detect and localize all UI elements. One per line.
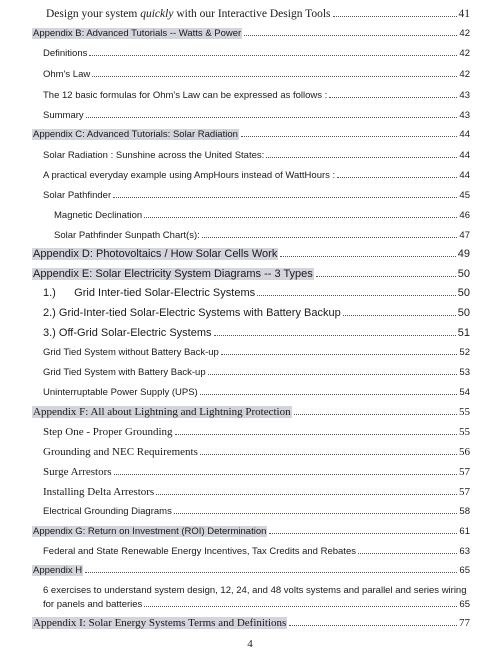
leader-dots	[175, 434, 457, 435]
toc-entry-title: Grid Tied System with Battery Back-up	[43, 367, 206, 378]
toc-appendix-heading	[0, 268, 500, 280]
toc-entry-page: 54	[459, 387, 470, 398]
toc-entry	[0, 307, 500, 319]
toc-entry-title: The 12 basic formulas for Ohm's Law can be expressed as follows :	[43, 90, 328, 101]
toc-entry-title: Appendix I: Solar Energy Systems Terms and Definitions	[33, 617, 287, 629]
leader-dots	[257, 295, 456, 296]
toc-entry	[0, 48, 500, 59]
leader-dots	[316, 276, 456, 277]
toc-entry-title: Appendix B: Advanced Tutorials -- Watts & Power	[33, 28, 242, 39]
toc-appendix-heading	[0, 617, 500, 629]
leader-dots	[329, 97, 457, 98]
toc-entry-page: 51	[457, 327, 470, 339]
leader-dots	[244, 35, 457, 36]
toc-entry-title: Design your system quickly with our Interactive Design Tools	[46, 8, 331, 20]
toc-entry-title: Uninterruptable Power Supply (UPS)	[43, 387, 198, 398]
toc-entry-title: Step One - Proper Grounding	[43, 426, 173, 438]
leader-dots	[333, 16, 457, 17]
toc-entry-page: 46	[459, 210, 470, 221]
toc-entry	[0, 8, 500, 20]
toc-entry-title: 6 exercises to understand system design, 12, 24, and 48 volts systems and parallel and series wiring	[43, 585, 467, 596]
toc-entry	[0, 327, 500, 339]
toc-entry	[0, 287, 500, 299]
toc-entry-title: Summary	[43, 110, 84, 121]
toc-entry-title: A practical everyday example using AmpHours instead of WattHours :	[43, 170, 336, 181]
toc-entry	[0, 210, 500, 221]
leader-dots	[343, 315, 456, 316]
toc-entry-title: 3.) Off-Grid Solar-Electric Systems	[43, 327, 212, 339]
toc-entry	[0, 446, 500, 458]
toc-entry	[0, 190, 500, 201]
toc-appendix-heading	[0, 28, 500, 39]
toc-entry-title: Magnetic Declination	[54, 210, 143, 221]
leader-dots	[280, 256, 455, 257]
toc-entry-title: Definitions	[43, 48, 88, 59]
leader-dots	[156, 494, 457, 495]
toc-entry-page: 42	[459, 28, 470, 39]
toc-entry-page: 77	[459, 617, 470, 629]
toc-entry-page: 53	[459, 367, 470, 378]
toc-entry-page: 50	[457, 307, 470, 319]
toc-entry-page: 43	[459, 90, 470, 101]
toc-entry-page: 44	[459, 129, 470, 140]
leader-dots	[113, 197, 457, 198]
toc-entry-page: 52	[459, 347, 470, 358]
toc-entry-title: Appendix C: Advanced Tutorials: Solar Radiation	[33, 129, 238, 140]
toc-entry-page: 56	[459, 446, 470, 458]
toc-entry	[0, 69, 500, 80]
toc-entry-title: 1.) Grid Inter-tied Solar-Electric Systems	[43, 287, 256, 299]
toc-entry-page: 43	[459, 110, 470, 121]
toc-entry-page: 58	[459, 506, 470, 517]
toc-entry-title: for panels and batteries	[43, 599, 143, 610]
leader-dots	[289, 625, 457, 626]
toc-entry	[0, 347, 500, 358]
toc-entry-page: 42	[459, 48, 470, 59]
toc-entry	[0, 426, 500, 438]
toc-entry-title: Installing Delta Arrestors	[43, 486, 155, 498]
toc-entry-page: 44	[459, 170, 470, 181]
toc-entry	[0, 506, 500, 517]
toc-entry-page: 61	[459, 526, 470, 537]
toc-entry-title: Electrical Grounding Diagrams	[43, 506, 172, 517]
toc-entry	[0, 466, 500, 478]
leader-dots	[208, 374, 458, 375]
toc-entry-page: 47	[459, 230, 470, 241]
toc-appendix-heading	[0, 526, 500, 537]
toc-entry	[0, 585, 500, 596]
toc-entry-page: 57	[459, 486, 470, 498]
toc-entry-title: Grid Tied System without Battery Back-up	[43, 347, 219, 358]
toc-entry-page: 41	[458, 8, 470, 20]
leader-dots	[221, 354, 458, 355]
toc-appendix-heading	[0, 248, 500, 260]
leader-dots	[214, 335, 456, 336]
toc-entry	[0, 90, 500, 101]
leader-dots	[89, 55, 457, 56]
toc-entry	[0, 387, 500, 398]
leader-dots	[200, 394, 458, 395]
toc-entry-page: 57	[459, 466, 470, 478]
toc-entry	[0, 170, 500, 181]
toc-entry-title: Solar Radiation : Sunshine across the United States:	[43, 150, 265, 161]
leader-dots	[241, 136, 458, 137]
leader-dots	[144, 217, 457, 218]
leader-dots	[114, 474, 457, 475]
toc-entry-title: Federal and State Renewable Energy Incentives, Tax Credits and Rebates	[43, 546, 356, 557]
toc-entry-page: 50	[457, 287, 470, 299]
toc-entry	[0, 546, 500, 557]
toc-entry-title: 2.) Grid-Inter-tied Solar-Electric Systems with Battery Backup	[43, 307, 341, 319]
toc-entry-page: 49	[457, 248, 470, 260]
toc-appendix-heading	[0, 129, 500, 140]
toc-entry-page: 42	[459, 69, 470, 80]
toc-entry-title: Ohm's Law	[43, 69, 91, 80]
toc-entry-title: Solar Pathfinder Sunpath Chart(s):	[54, 230, 200, 241]
toc-entry-title: Appendix G: Return on Investment (ROI) Determination	[33, 526, 267, 537]
toc-entry	[0, 150, 500, 161]
page-number: 4	[247, 638, 253, 650]
toc-entry-title: Surge Arrestors	[43, 466, 112, 478]
toc-entry	[0, 486, 500, 498]
toc-entry	[0, 230, 500, 241]
toc-entry-title: Appendix H	[33, 565, 83, 576]
toc-entry-page: 55	[459, 406, 470, 418]
toc-entry-title: Appendix D: Photovoltaics / How Solar Cells Work	[33, 248, 278, 260]
leader-dots	[92, 76, 457, 77]
toc-appendix-heading	[0, 406, 500, 418]
leader-dots	[337, 177, 457, 178]
toc-entry	[0, 110, 500, 121]
toc-entry-page: 65	[459, 599, 470, 610]
leader-dots	[266, 157, 457, 158]
toc-entry-page: 65	[459, 565, 470, 576]
leader-dots	[202, 237, 458, 238]
toc-entry-page: 55	[459, 426, 470, 438]
toc-entry-title: Appendix F: All about Lightning and Lightning Protection	[33, 406, 291, 418]
toc-entry-title: Appendix E: Solar Electricity System Diagrams -- 3 Types	[33, 268, 313, 280]
toc-entry-title: Grounding and NEC Requirements	[43, 446, 198, 458]
toc-entry-page: 45	[459, 190, 470, 201]
toc-entry	[0, 599, 500, 610]
toc-appendix-heading	[0, 565, 500, 576]
leader-dots	[86, 117, 458, 118]
leader-dots	[144, 606, 457, 607]
toc-entry-page: 44	[459, 150, 470, 161]
toc-entry-page: 63	[459, 546, 470, 557]
toc-entry-title: Solar Pathfinder	[43, 190, 112, 201]
leader-dots	[294, 414, 457, 415]
leader-dots	[269, 533, 457, 534]
leader-dots	[358, 553, 457, 554]
toc-entry	[0, 367, 500, 378]
leader-dots	[174, 513, 458, 514]
leader-dots	[85, 572, 457, 573]
leader-dots	[200, 454, 457, 455]
toc-entry-page: 50	[457, 268, 470, 280]
